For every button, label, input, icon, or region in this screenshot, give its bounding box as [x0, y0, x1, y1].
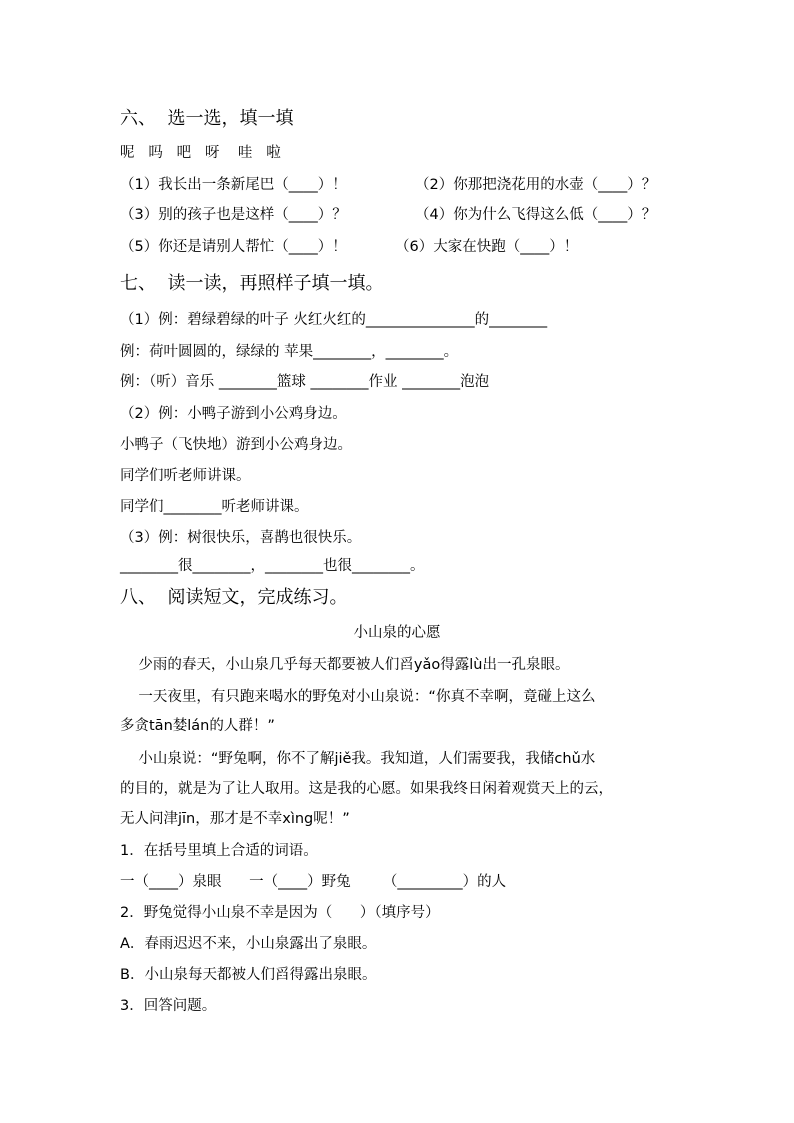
passage-paragraph-3-line-2: 的目的，就是为了让人取用。这是我的心愿。如果我终日闲着观赏天上的云， — [120, 781, 613, 797]
section-7-line-6: 同学们听老师讲课。 — [120, 468, 251, 484]
passage-paragraph-1: 少雨的春天，小山泉几乎每天都要被人们舀yǎo得露lù出一孔泉眼。 — [120, 657, 570, 673]
question-6-1: （1）我长出一条新尾巴（____）！ — [120, 177, 347, 193]
section-7-line-5: 小鸭子（飞快地）游到小公鸡身边。 — [120, 437, 352, 453]
question-8-3: 3．回答问题。 — [120, 998, 217, 1014]
question-6-5: （5）你还是请别人帮忙（____）！ — [120, 239, 347, 255]
section-7-line-9: ________很________，________也很________。 — [120, 558, 425, 574]
section-7-heading: 七、 读一读，再照样子填一填。 — [120, 273, 384, 294]
passage-paragraph-3-line-3: 无人问津jīn，那才是不幸xìng呢！” — [120, 811, 350, 827]
section-6-heading: 六、 选一选，填一填 — [120, 108, 294, 129]
question-6-4: （4）你为什么飞得这么低（____）？ — [415, 207, 657, 223]
particle-options: 呢 吗 吧 呀 哇 啦 — [120, 145, 281, 161]
section-7-line-8: （3）例：树很快乐，喜鹊也很快乐。 — [120, 530, 362, 546]
section-7-line-2: 例：荷叶圆圆的，绿绿的 苹果________，________。 — [120, 344, 459, 360]
passage-paragraph-3-line-1: 小山泉说：“野兔啊，你不了解jiě我。我知道，人们需要我，我储chǔ水 — [120, 751, 596, 767]
question-6-3: （3）别的孩子也是这样（____）？ — [120, 207, 347, 223]
section-7-line-7: 同学们________听老师讲课。 — [120, 499, 309, 515]
passage-paragraph-2-line-1: 一天夜里，有只跑来喝水的野兔对小山泉说：“你真不幸啊，竟碰上这么 — [120, 689, 596, 705]
section-8-heading: 八、 阅读短文，完成练习。 — [120, 587, 348, 608]
question-6-2: （2）你那把浇花用的水壶（____）？ — [415, 177, 657, 193]
section-7-line-3: 例：（听）音乐 ________篮球 ________作业 ________泡泡 — [120, 374, 490, 390]
section-7-line-4: （2）例：小鸭子游到小公鸡身边。 — [120, 406, 347, 422]
question-8-2-option-a: A．春雨迟迟不来，小山泉露出了泉眼。 — [120, 936, 377, 952]
question-8-2-option-b: B．小山泉每天都被人们舀得露出泉眼。 — [120, 967, 377, 983]
section-7-line-1: （1）例：碧绿碧绿的叶子 火红火红的_______________的________ — [120, 312, 548, 328]
question-6-6: （6）大家在快跑（____）！ — [395, 239, 579, 255]
passage-title: 小山泉的心愿 — [353, 625, 441, 641]
question-8-1-blanks: 一（____）泉眼 一（____）野兔 （_________）的人 — [120, 874, 507, 890]
question-8-1: 1．在括号里填上合适的词语。 — [120, 843, 318, 859]
passage-paragraph-2-line-2: 多贪tān婪lán的人群！” — [120, 718, 275, 734]
question-8-2: 2．野兔觉得小山泉不幸是因为（ ）（填序号） — [120, 905, 440, 921]
